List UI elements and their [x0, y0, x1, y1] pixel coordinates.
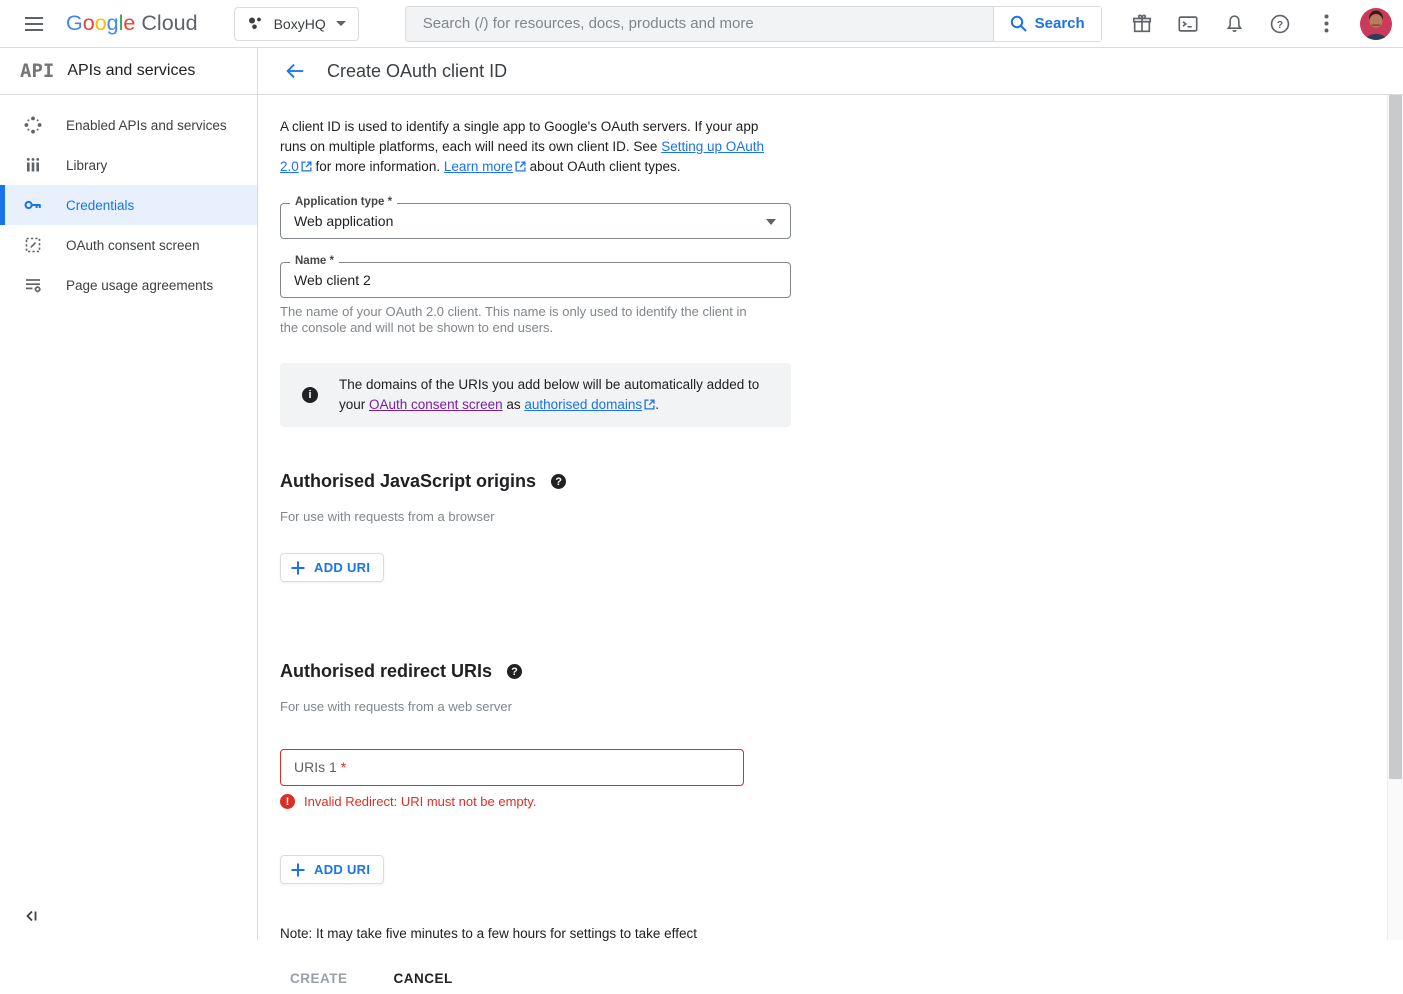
info-banner-text [339, 375, 773, 415]
gift-icon [1131, 13, 1153, 35]
info-text: The domains of the URIs you add below will be automatically added to your [339, 377, 760, 412]
page-header [258, 48, 1403, 95]
help-button[interactable] [1267, 11, 1293, 37]
logo-letter: l [118, 10, 124, 35]
application-type-label: Application type * [290, 196, 397, 208]
js-origins-title: Authorised JavaScript origins [280, 471, 537, 491]
add-js-origin-uri-button[interactable] [280, 553, 384, 582]
info-icon: i [302, 387, 318, 403]
client-name-input[interactable] [281, 263, 790, 297]
redirect-uri-input[interactable] [281, 750, 743, 785]
create-button[interactable]: CREATE [280, 963, 358, 994]
sidebar-item-enabled-apis[interactable] [0, 105, 257, 145]
consent-screen-icon [23, 235, 43, 255]
logo-letter: e [123, 10, 136, 35]
logo-letter: g [106, 10, 119, 35]
redirect-uris-title: Authorised redirect URIs [280, 661, 493, 681]
plus-icon [291, 561, 305, 575]
intro-text: about OAuth client types. [525, 159, 681, 174]
avatar-photo [1360, 8, 1392, 40]
more-options-button[interactable] [1313, 11, 1339, 37]
js-origins-section-heading [280, 471, 1403, 492]
plus-icon [291, 863, 305, 877]
terminal-icon [1177, 13, 1199, 35]
add-redirect-uri-button[interactable] [280, 855, 384, 884]
form-actions [280, 963, 1403, 994]
authorised-domains-link[interactable]: authorised domains [524, 397, 643, 412]
error-message: Invalid Redirect: URI must not be empty. [304, 794, 537, 809]
help-circle-icon [1269, 13, 1291, 35]
key-icon [23, 195, 43, 215]
dropdown-arrow-icon [766, 219, 776, 225]
svg-text:?: ? [1276, 18, 1284, 31]
application-type-value: Web application [294, 213, 394, 229]
search-icon [1010, 15, 1027, 32]
redirect-uris-subtitle: For use with requests from a web server [280, 699, 512, 714]
sidebar-item-library[interactable] [0, 145, 257, 185]
intro-text: for more information. [311, 159, 444, 174]
collapse-sidebar-button[interactable] [22, 906, 42, 926]
sidebar-item-oauth-consent[interactable] [0, 225, 257, 265]
logo-letter: G [66, 10, 83, 35]
page-title: Create OAuth client ID [327, 60, 508, 81]
project-selector[interactable] [234, 7, 359, 41]
topbar-actions [1129, 11, 1403, 37]
add-uri-label: ADD URI [314, 560, 371, 575]
cancel-button[interactable]: CANCEL [384, 963, 463, 994]
page-content [258, 95, 1403, 986]
back-button[interactable] [283, 59, 307, 83]
top-bar [0, 0, 1403, 48]
setting-up-oauth-link[interactable]: Setting up OAuth 2.0 [280, 139, 765, 174]
cloud-shell-button[interactable] [1175, 11, 1201, 37]
intro-text: A client ID is used to identify a single app to Google's OAuth servers. If your app runs on multiple platforms, each will need its own client ID. See [280, 119, 759, 154]
redirect-uris-help-icon[interactable]: ? [507, 664, 522, 679]
hamburger-icon [25, 17, 43, 31]
enabled-apis-icon [23, 115, 43, 135]
info-text: as [502, 397, 525, 412]
learn-more-link[interactable]: Learn more [443, 159, 513, 174]
vertical-dots-icon [1324, 14, 1329, 33]
notifications-button[interactable] [1221, 11, 1247, 37]
add-uri-label: ADD URI [314, 862, 371, 877]
chevron-down-icon [336, 21, 346, 26]
external-link-icon [644, 399, 655, 410]
project-name: BoxyHQ [273, 15, 326, 32]
search-button[interactable] [993, 7, 1101, 41]
main-panel [258, 48, 1403, 986]
client-name-field [280, 255, 791, 298]
sidebar-header [0, 48, 257, 95]
bell-icon [1224, 13, 1245, 35]
logo-letter: o [82, 10, 95, 35]
back-arrow-icon [284, 60, 306, 82]
sidebar-title: APIs and services [67, 62, 196, 79]
info-text: . [655, 397, 659, 412]
redirect-uris-section-heading [280, 661, 1403, 682]
free-trial-gift-button[interactable] [1129, 11, 1155, 37]
application-type-select[interactable] [280, 196, 791, 239]
sidebar-item-page-usage-agreements[interactable] [0, 265, 257, 305]
sidebar-item-label: Credentials [66, 197, 135, 213]
collapse-icon [24, 908, 40, 924]
project-icon [247, 15, 264, 32]
hamburger-menu-button[interactable] [10, 0, 58, 48]
redirect-uri-error [280, 794, 1403, 809]
uri-label-text: URIs 1 [294, 759, 337, 775]
agreements-icon [23, 275, 43, 295]
global-search [405, 6, 1102, 42]
search-input[interactable] [406, 7, 993, 41]
account-avatar[interactable] [1363, 11, 1389, 37]
intro-paragraph [280, 117, 786, 177]
logo-cloud-text: Cloud [141, 10, 198, 35]
js-origins-subtitle: For use with requests from a browser [280, 509, 495, 524]
logo-letter: o [94, 10, 107, 35]
client-name-label: Name * [290, 255, 339, 267]
sidebar-item-label: Enabled APIs and services [66, 117, 227, 133]
error-icon: ! [280, 794, 295, 809]
redirect-uri-field [280, 749, 744, 786]
js-origins-help-icon[interactable]: ? [551, 474, 566, 489]
info-banner [280, 363, 791, 427]
settings-note: Note: It may take five minutes to a few hours for settings to take effect [280, 926, 697, 941]
sidebar [0, 48, 258, 940]
required-star: * [340, 759, 347, 775]
scrollbar-thumb[interactable] [1389, 95, 1402, 779]
oauth-consent-screen-link[interactable]: OAuth consent screen [369, 397, 503, 412]
sidebar-item-label: Library [66, 157, 108, 173]
google-cloud-logo[interactable] [66, 10, 198, 35]
client-name-helper-text: The name of your OAuth 2.0 client. This name is only used to identify the client in the console and will not be shown to end users. [280, 304, 747, 335]
sidebar-item-label: Page usage agreements [66, 277, 214, 293]
search-button-label: Search [1034, 15, 1085, 32]
external-link-icon [515, 161, 526, 172]
sidebar-item-label: OAuth consent screen [66, 237, 200, 253]
sidebar-item-credentials[interactable] [0, 185, 257, 225]
library-icon [23, 155, 43, 175]
vertical-scrollbar[interactable] [1387, 95, 1403, 940]
external-link-icon [301, 161, 312, 172]
api-logo: API [20, 60, 55, 82]
sidebar-nav [0, 105, 257, 305]
